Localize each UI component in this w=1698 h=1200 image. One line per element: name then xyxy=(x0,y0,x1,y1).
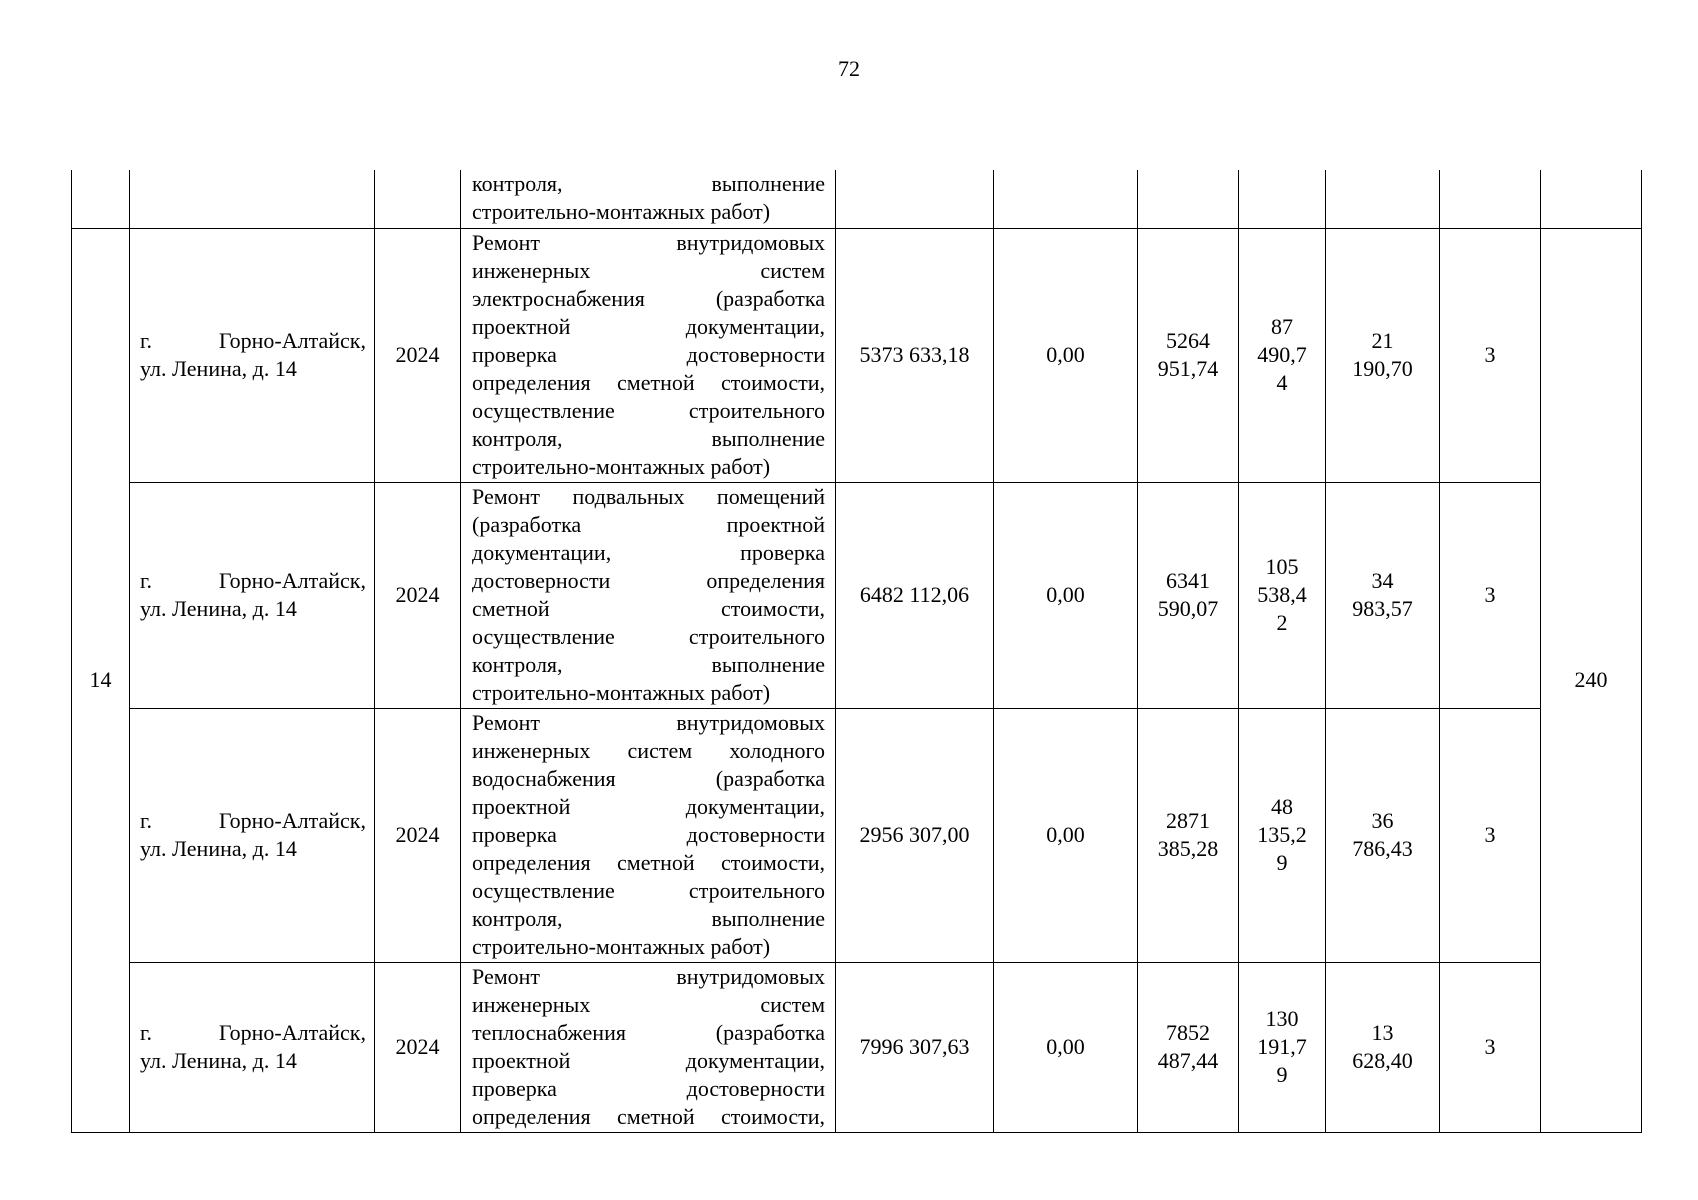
value-line: 9 xyxy=(1276,1062,1288,1087)
cell-total-cost xyxy=(836,170,994,228)
desc-line: определения сметной стоимости, xyxy=(472,849,825,875)
value-line: 538,4 xyxy=(1257,582,1307,607)
address-line: г. Горно-Алтайск, xyxy=(140,808,366,833)
cell-value-d: 3 xyxy=(1440,962,1541,1132)
cell-work-description xyxy=(461,482,836,708)
desc-line: инженерных систем холодного xyxy=(472,737,825,763)
desc-line: строительно-монтажных работ) xyxy=(472,199,771,224)
works-table xyxy=(71,170,1642,1133)
cell-zero: 0,00 xyxy=(994,962,1138,1132)
cell-value-a xyxy=(1138,170,1239,228)
desc-line: теплоснабжения (разработка xyxy=(472,1019,825,1045)
desc-line: Ремонт внутридомовых xyxy=(472,229,825,255)
desc-line: достоверности определения xyxy=(472,567,825,593)
desc-line: контроля, выполнение xyxy=(472,651,825,677)
cell-value-d xyxy=(1440,170,1541,228)
cell-work-description xyxy=(461,962,836,1132)
value-line: 2871 xyxy=(1166,808,1210,833)
value-line: 2 xyxy=(1276,610,1288,635)
value-line: 590,07 xyxy=(1157,596,1219,621)
desc-line: проверка достоверности xyxy=(472,341,825,367)
desc-line: строительно-монтажных работ) xyxy=(472,933,771,959)
cell-year: 2024 xyxy=(375,962,461,1132)
value-line: 34 xyxy=(1371,568,1394,593)
desc-line: инженерных систем xyxy=(472,991,825,1017)
cell-zero: 0,00 xyxy=(994,708,1138,962)
value-line: 13 xyxy=(1371,1020,1394,1045)
value-line: 7852 xyxy=(1166,1020,1210,1045)
value-line: 48 xyxy=(1271,794,1293,819)
cell-group-index: 14 xyxy=(72,228,130,1132)
cell-value-b xyxy=(1239,962,1326,1132)
value-line: 983,57 xyxy=(1352,596,1413,621)
desc-line: водоснабжения (разработка xyxy=(472,765,825,791)
desc-line: документации, проверка xyxy=(472,539,825,565)
cell-value-c xyxy=(1326,962,1440,1132)
desc-line: определения сметной стоимости, xyxy=(472,1103,825,1129)
address-line: ул. Ленина, д. 14 xyxy=(140,836,297,861)
cell-group-total: 240 xyxy=(1541,228,1642,1132)
works-table-wrapper xyxy=(71,170,1642,1133)
cell-zero: 0,00 xyxy=(994,482,1138,708)
cell-value-c xyxy=(1326,170,1440,228)
cell-value-c xyxy=(1326,228,1440,482)
value-line: 135,2 xyxy=(1257,822,1307,847)
value-line: 951,74 xyxy=(1157,356,1219,381)
cell-value-b xyxy=(1239,228,1326,482)
address-line: г. Горно-Алтайск, xyxy=(140,328,366,353)
cell-address xyxy=(130,962,375,1132)
value-line: 9 xyxy=(1276,850,1288,875)
value-line: 190,70 xyxy=(1352,356,1413,381)
cell-value-a xyxy=(1138,482,1239,708)
cell-value-a xyxy=(1138,228,1239,482)
desc-line: инженерных систем xyxy=(472,257,825,283)
cell-total-cost: 6482 112,06 xyxy=(836,482,994,708)
table-row xyxy=(72,228,1642,482)
desc-line: контроля, выполнение xyxy=(472,905,825,931)
desc-line: Ремонт внутридомовых xyxy=(472,709,825,735)
value-line: 487,44 xyxy=(1157,1048,1219,1073)
desc-line: проектной документации, xyxy=(472,793,825,819)
desc-line: строительно-монтажных работ) xyxy=(472,453,771,479)
value-line: 36 xyxy=(1371,808,1394,833)
cell-zero: 0,00 xyxy=(994,228,1138,482)
table-row xyxy=(72,482,1642,708)
cell-address xyxy=(130,708,375,962)
desc-line: электроснабжения (разработка xyxy=(472,285,825,311)
desc-line: Ремонт внутридомовых xyxy=(472,963,825,989)
cell-value-c xyxy=(1326,708,1440,962)
cell-value-b xyxy=(1239,482,1326,708)
cell-value-d: 3 xyxy=(1440,708,1541,962)
desc-line: определения сметной стоимости, xyxy=(472,369,825,395)
cell-total-cost: 2956 307,00 xyxy=(836,708,994,962)
cell-work-description xyxy=(461,170,836,228)
cell-value-a xyxy=(1138,708,1239,962)
cell-address xyxy=(130,228,375,482)
desc-line: (разработка проектной xyxy=(472,511,825,537)
address-line: г. Горно-Алтайск, xyxy=(140,1020,366,1045)
desc-line: осуществление строительного xyxy=(472,623,825,649)
cell-year: 2024 xyxy=(375,228,461,482)
page-number: 72 xyxy=(838,56,860,81)
cell-total-cost: 7996 307,63 xyxy=(836,962,994,1132)
cell-index xyxy=(72,170,130,228)
desc-line: контроля, выполнение xyxy=(472,425,825,451)
cell-value-a xyxy=(1138,962,1239,1132)
value-line: 490,7 xyxy=(1257,342,1307,367)
value-line: 6341 xyxy=(1166,568,1210,593)
desc-line: проектной документации, xyxy=(472,313,825,339)
cell-value-b xyxy=(1239,170,1326,228)
cell-total xyxy=(1541,170,1642,228)
desc-line: проверка достоверности xyxy=(472,821,825,847)
table-row-continuation xyxy=(72,170,1642,228)
desc-line: осуществление строительного xyxy=(472,877,825,903)
cell-year: 2024 xyxy=(375,482,461,708)
table-row xyxy=(72,708,1642,962)
cell-work-description xyxy=(461,228,836,482)
desc-line: проектной документации, xyxy=(472,1047,825,1073)
address-line: ул. Ленина, д. 14 xyxy=(140,356,297,381)
cell-zero xyxy=(994,170,1138,228)
cell-address xyxy=(130,482,375,708)
cell-total-cost: 5373 633,18 xyxy=(836,228,994,482)
cell-address xyxy=(130,170,375,228)
desc-line: осуществление строительного xyxy=(472,397,825,423)
value-line: 786,43 xyxy=(1352,836,1413,861)
cell-work-description xyxy=(461,708,836,962)
cell-value-b xyxy=(1239,708,1326,962)
address-line: г. Горно-Алтайск, xyxy=(140,568,366,593)
cell-value-d: 3 xyxy=(1440,228,1541,482)
value-line: 191,7 xyxy=(1257,1034,1307,1059)
desc-line: контроля, выполнение xyxy=(472,171,825,196)
desc-line: Ремонт подвальных помещений xyxy=(472,483,825,509)
address-line: ул. Ленина, д. 14 xyxy=(140,1048,297,1073)
desc-line: строительно-монтажных работ) xyxy=(472,679,771,705)
value-line: 21 xyxy=(1371,328,1394,353)
cell-year xyxy=(375,170,461,228)
value-line: 105 xyxy=(1265,554,1299,579)
cell-value-d: 3 xyxy=(1440,482,1541,708)
value-line: 130 xyxy=(1265,1006,1299,1031)
value-line: 385,28 xyxy=(1157,836,1219,861)
desc-line: сметной стоимости, xyxy=(472,595,825,621)
desc-line: проверка достоверности xyxy=(472,1075,825,1101)
value-line: 4 xyxy=(1276,370,1288,395)
value-line: 5264 xyxy=(1166,328,1210,353)
value-line: 628,40 xyxy=(1352,1048,1413,1073)
cell-year: 2024 xyxy=(375,708,461,962)
cell-value-c xyxy=(1326,482,1440,708)
table-row xyxy=(72,962,1642,1132)
value-line: 87 xyxy=(1271,314,1293,339)
address-line: ул. Ленина, д. 14 xyxy=(140,596,297,621)
